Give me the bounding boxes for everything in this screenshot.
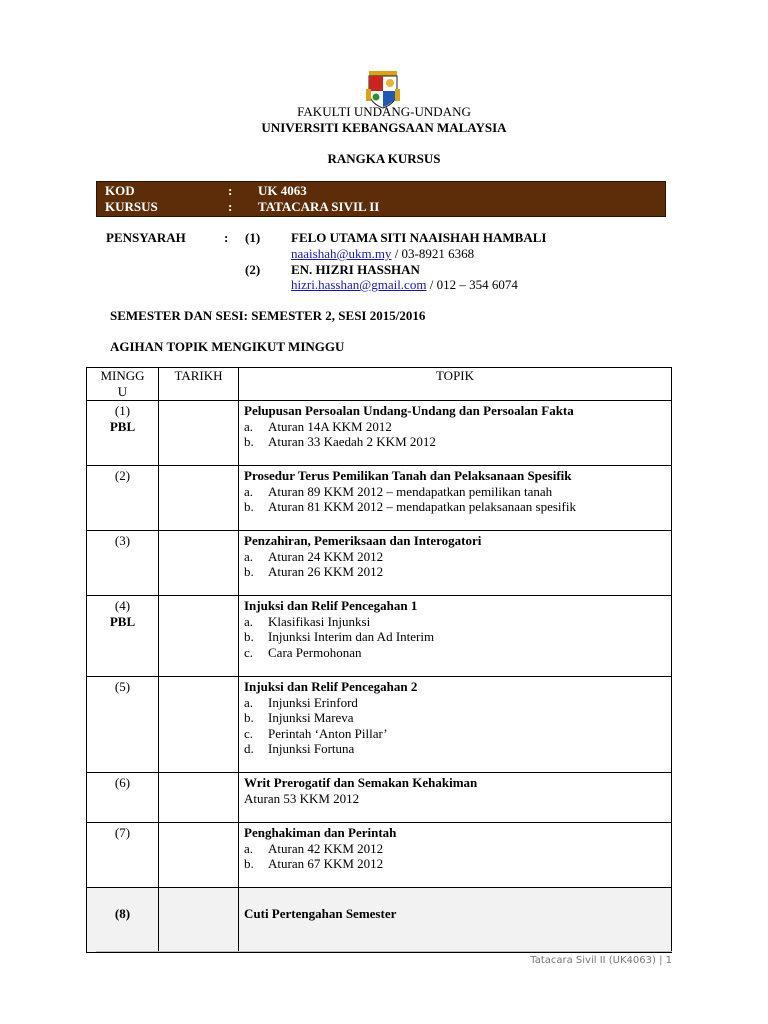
- date-cell: [159, 773, 239, 823]
- topic-title: Penzahiran, Pemeriksaan dan Interogatori: [244, 533, 482, 548]
- topic-detail: Aturan 53 KKM 2012: [244, 790, 360, 806]
- list-item: [244, 726, 671, 742]
- list-marker: a.: [244, 613, 254, 629]
- semester-info: SEMESTER DAN SESI: SEMESTER 2, SESI 2015/2016: [110, 308, 426, 323]
- list-text: Aturan 89 KKM 2012 – mendapatkan pemilikan tanah: [268, 483, 553, 499]
- university-crest-logo: [366, 69, 400, 109]
- list-item: [244, 629, 671, 645]
- lecturer-label: PENSYARAH: [106, 230, 186, 245]
- week-number: (4): [114, 598, 131, 613]
- code-label: KOD: [105, 183, 135, 198]
- list-text: Aturan 14A KKM 2012: [268, 418, 392, 434]
- list-item: [244, 614, 671, 630]
- table-row: [87, 466, 672, 531]
- faculty-name: FAKULTI UNDANG-UNDANG: [297, 104, 471, 119]
- topic-subitems: [244, 614, 671, 661]
- pbl-tag: PBL: [109, 418, 136, 434]
- topic-subitems: [244, 841, 671, 872]
- lecturer-2-phone: / 012 – 354 6074: [426, 277, 518, 292]
- document-title: RANGKA KURSUS: [327, 151, 441, 166]
- week-cell: [87, 773, 159, 823]
- date-cell: [159, 401, 239, 466]
- lecturer-2-number: (2): [245, 262, 261, 277]
- week-number: (7): [114, 825, 131, 840]
- topic-subitems: [244, 549, 671, 580]
- course-label: KURSUS: [105, 199, 158, 214]
- week-number: (5): [114, 679, 131, 694]
- topic-cell: [239, 466, 672, 531]
- list-item: [244, 499, 671, 515]
- week-number: (1): [114, 403, 131, 418]
- list-marker: b.: [244, 629, 254, 644]
- lecturer-1-email-link[interactable]: naaishah@ukm.my: [291, 246, 392, 261]
- lecturer-1-contact: [291, 246, 474, 262]
- topic-cell: [239, 823, 672, 888]
- list-text: Cara Permohonan: [268, 644, 362, 660]
- week-cell: [87, 531, 159, 596]
- list-text: Aturan 81 KKM 2012 – mendapatkan pelaksanaan spesifik: [268, 499, 576, 514]
- list-text: Aturan 26 KKM 2012: [268, 564, 384, 579]
- list-item: [244, 564, 671, 580]
- topic-cell: [239, 773, 672, 823]
- table-header-row: [87, 368, 672, 401]
- week-cell: [87, 677, 159, 773]
- week-header-text: MINGG U: [100, 368, 145, 399]
- week-cell: [87, 401, 159, 466]
- lecturer-2-email-link[interactable]: hizri.hasshan@gmail.com: [291, 277, 427, 292]
- list-marker: a.: [244, 483, 254, 499]
- list-marker: a.: [244, 548, 254, 564]
- course-info-box: [96, 181, 666, 217]
- list-marker: b.: [244, 434, 254, 449]
- topic-cell: [239, 677, 672, 773]
- list-item: [244, 856, 671, 872]
- list-item: [244, 645, 671, 661]
- list-marker: c.: [244, 725, 254, 741]
- topic-title: Injuksi dan Relif Pencegahan 2: [244, 679, 418, 694]
- list-marker: a.: [244, 694, 254, 710]
- topic-title: Writ Prerogatif dan Semakan Kehakiman: [244, 775, 478, 790]
- table-row: [87, 773, 672, 823]
- course-separator: :: [228, 199, 233, 214]
- table-row: [87, 596, 672, 677]
- list-marker: c.: [244, 644, 254, 660]
- topic-title: Cuti Pertengahan Semester: [244, 906, 397, 921]
- date-cell: [159, 466, 239, 531]
- table-row: [87, 823, 672, 888]
- list-marker: d.: [244, 741, 254, 756]
- week-cell: [87, 888, 159, 953]
- week-number: (8): [114, 906, 131, 921]
- pbl-tag: PBL: [109, 613, 136, 629]
- topic-cell: [239, 401, 672, 466]
- date-cell: [159, 531, 239, 596]
- course-value: TATACARA SIVIL II: [258, 199, 380, 214]
- list-text: Injunksi Mareva: [268, 710, 354, 725]
- list-marker: b.: [244, 710, 254, 725]
- week-cell: [87, 596, 159, 677]
- topic-subitems: [244, 484, 671, 515]
- list-text: Injunksi Erinford: [268, 694, 358, 710]
- week-column-header: [87, 368, 159, 401]
- lecturer-2-contact: [291, 277, 518, 293]
- list-marker: b.: [244, 499, 254, 514]
- topic-cell: [239, 531, 672, 596]
- list-text: Aturan 67 KKM 2012: [268, 856, 384, 871]
- code-separator: :: [228, 183, 233, 198]
- date-cell: [159, 596, 239, 677]
- date-cell: [159, 888, 239, 953]
- list-item: [244, 434, 671, 450]
- list-marker: a.: [244, 418, 254, 434]
- list-item: [244, 549, 671, 565]
- week-number: (6): [114, 775, 131, 790]
- section-title: AGIHAN TOPIK MENGIKUT MINGGU: [110, 339, 345, 354]
- topic-subitems: [244, 695, 671, 757]
- lecturer-separator: :: [224, 230, 229, 245]
- lecturer-1-phone: / 03-8921 6368: [391, 246, 475, 261]
- date-cell: [159, 677, 239, 773]
- table-row: [87, 531, 672, 596]
- list-text: Aturan 33 Kaedah 2 KKM 2012: [268, 434, 436, 449]
- table-row: [87, 401, 672, 466]
- topic-title: Prosedur Terus Pemilikan Tanah dan Pelaksanaan Spesifik: [244, 468, 572, 483]
- list-item: [244, 710, 671, 726]
- lecturer-1-name: FELO UTAMA SITI NAAISHAH HAMBALI: [291, 230, 547, 245]
- topic-title: Injuksi dan Relif Pencegahan 1: [244, 598, 418, 613]
- list-text: Injunksi Fortuna: [268, 741, 355, 756]
- list-item: [244, 695, 671, 711]
- table-row: [87, 888, 672, 953]
- list-text: Injunksi Interim dan Ad Interim: [268, 629, 435, 644]
- topic-cell: [239, 596, 672, 677]
- date-cell: [159, 823, 239, 888]
- list-item: [244, 419, 671, 435]
- lecturer-1-number: (1): [245, 230, 261, 245]
- list-text: Aturan 24 KKM 2012: [268, 548, 384, 564]
- list-text: Klasifikasi Injunksi: [268, 613, 371, 629]
- lecturer-2-name: EN. HIZRI HASSHAN: [291, 262, 420, 277]
- list-text: Perintah ‘Anton Pillar’: [268, 725, 388, 741]
- week-cell: [87, 823, 159, 888]
- list-marker: a.: [244, 840, 254, 856]
- page-footer: Tatacara Sivil II (UK4063) | 1: [530, 955, 672, 966]
- topic-title: Penghakiman dan Perintah: [244, 825, 397, 840]
- list-item: [244, 741, 671, 757]
- week-number: (3): [114, 533, 131, 548]
- list-text: Aturan 42 KKM 2012: [268, 840, 384, 856]
- topic-title: Pelupusan Persoalan Undang-Undang dan Persoalan Fakta: [244, 403, 574, 418]
- topic-subitems: [244, 419, 671, 450]
- week-cell: [87, 466, 159, 531]
- list-item: [244, 484, 671, 500]
- date-column-header: TARIKH: [159, 368, 239, 401]
- topic-schedule-table: [86, 367, 672, 953]
- code-value: UK 4063: [258, 183, 307, 198]
- university-name: UNIVERSITI KEBANGSAAN MALAYSIA: [261, 120, 507, 135]
- topic-cell: [239, 888, 672, 953]
- week-number: (2): [114, 468, 131, 483]
- list-marker: b.: [244, 856, 254, 871]
- footer-divider: [96, 951, 672, 952]
- list-item: [244, 841, 671, 857]
- table-row: [87, 677, 672, 773]
- topic-column-header: TOPIK: [239, 368, 672, 401]
- list-marker: b.: [244, 564, 254, 579]
